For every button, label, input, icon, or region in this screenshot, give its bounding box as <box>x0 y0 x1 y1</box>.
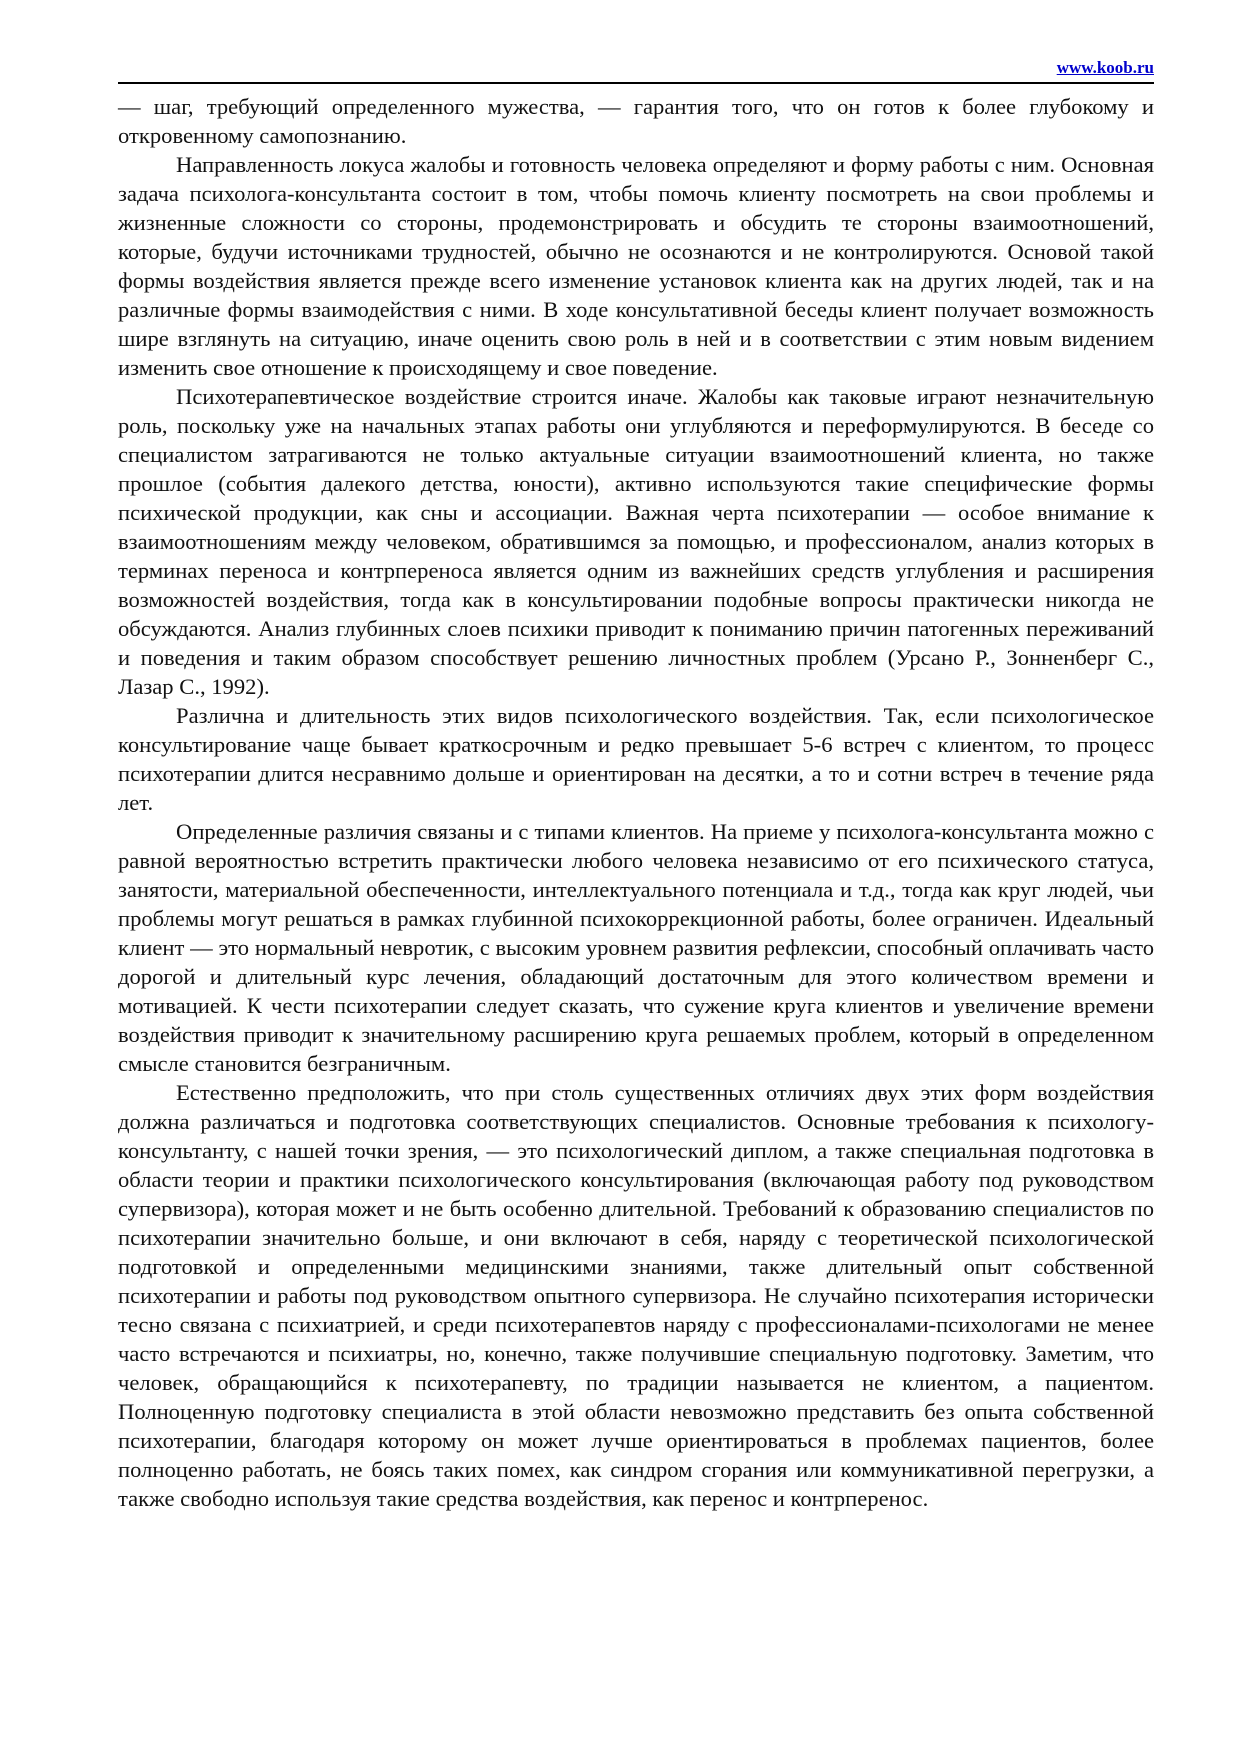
paragraph: Психотерапевтическое воздействие строится иначе. Жалобы как таковые играют незначительную роль, поскольку уже на начальных этапах работы они углубляются и переформулируются. В беседе со специалистом затрагиваются не только актуальные ситуации взаимоотношений клиента, но также прошлое (события далекого детства, юности), активно используются такие специфические формы психической продукции, как сны и ассоциации. Важная черта психотерапии — особое внимание к взаимоотношениям между человеком, обратившимся за помощью, и профессионалом, анализ которых в терминах переноса и контрпереноса является одним из важнейших средств углубления и расширения возможностей воздействия, тогда как в консультировании подобные вопросы практически никогда не обсуждаются. Анализ глубинных слоев психики приводит к пониманию причин патогенных переживаний и поведения и таким образом способствует решению личностных проблем (Урсано Р., Зонненберг С., Лазар С., 1992). <box>118 384 1154 699</box>
site-link[interactable]: www.koob.ru <box>1056 58 1154 77</box>
paragraph: Различна и длительность этих видов психологического воздействия. Так, если психологическое консультирование чаще бывает краткосрочным и редко превышает 5-6 встреч с клиентом, то процесс психотерапии длится несравнимо дольше и ориентирован на десятки, а то и сотни встреч в течение ряда лет. <box>118 703 1154 815</box>
document-page <box>118 56 1154 1513</box>
body-text <box>118 92 1154 1513</box>
paragraph: Направленность локуса жалобы и готовность человека определяют и форму работы с ним. Основная задача психолога-консультанта состоит в том, чтобы помочь клиенту посмотреть на свои проблемы и жизненные сложности со стороны, продемонстрировать и обсудить те стороны взаимоотношений, которые, будучи источниками трудностей, обычно не осознаются и не контролируются. Основой такой формы воздействия является прежде всего изменение установок клиента как на других людей, так и на различные формы взаимодействия с ними. В ходе консультативной беседы клиент получает возможность шире взглянуть на ситуацию, иначе оценить свою роль в ней и в соответствии с этим новым видением изменить свое отношение к происходящему и свое поведение. <box>118 152 1154 380</box>
page-header <box>118 56 1154 84</box>
paragraph-continuation: — шаг, требующий определенного мужества, — гарантия того, что он готов к более глубокому и откровенному самопознанию. <box>118 94 1154 148</box>
paragraph: Естественно предположить, что при столь существенных отличиях двух этих форм воздействия должна различаться и подготовка соответствующих специалистов. Основные требования к психологу-консультанту, с нашей точки зрения, — это психологический диплом, а также специальная подготовка в области теории и практики психологического консультирования (включающая работу под руководством супервизора), которая может и не быть особенно длительной. Требований к образованию специалистов по психотерапии значительно больше, и они включают в себя, наряду с теоретической психологической подготовкой и определенными медицинскими знаниями, также длительный опыт собственной психотерапии и работы под руководством опытного супервизора. Не случайно психотерапия исторически тесно связана с психиатрией, и среди психотерапевтов наряду с профессионалами-психологами не менее часто встречаются и психиатры, но, конечно, также получившие специальную подготовку. Заметим, что человек, обращающийся к психотерапевту, по традиции называется не клиентом, а пациентом. Полноценную подготовку специалиста в этой области невозможно представить без опыта собственной психотерапии, благодаря которому он может лучше ориентироваться в проблемах пациентов, более полноценно работать, не боясь таких помех, как синдром сгорания или коммуникативной перегрузки, а также свободно используя такие средства воздействия, как перенос и контрперенос. <box>118 1080 1154 1511</box>
paragraph: Определенные различия связаны и с типами клиентов. На приеме у психолога-консультанта можно с равной вероятностью встретить практически любого человека независимо от его психического статуса, занятости, материальной обеспеченности, интеллектуального потенциала и т.д., тогда как круг людей, чьи проблемы могут решаться в рамках глубинной психокоррекционной работы, более ограничен. Идеальный клиент — это нормальный невротик, с высоким уровнем развития рефлексии, способный оплачивать часто дорогой и длительный курс лечения, обладающий достаточным для этого количеством времени и мотивацией. К чести психотерапии следует сказать, что сужение круга клиентов и увеличение времени воздействия приводит к значительному расширению круга решаемых проблем, который в определенном смысле становится безграничным. <box>118 819 1154 1076</box>
